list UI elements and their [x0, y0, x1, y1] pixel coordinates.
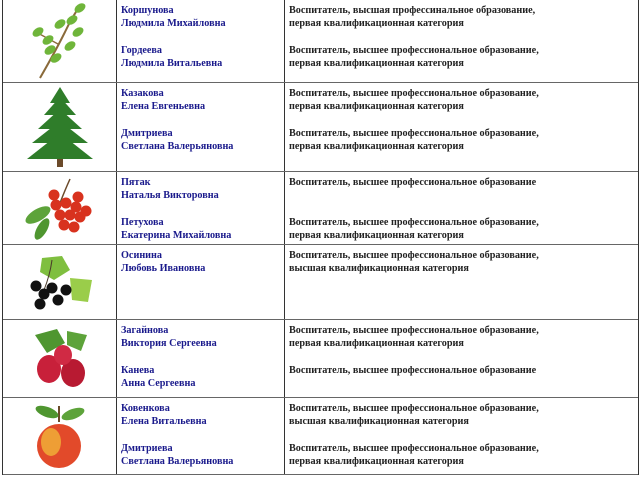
picture-cell	[3, 398, 117, 474]
description-cell	[285, 172, 638, 244]
surname: Дмитриева	[121, 128, 173, 139]
qualification: высшая квалификационная категория	[289, 416, 469, 427]
qualification: первая квалификационная категория	[289, 101, 464, 112]
staff-description	[289, 44, 539, 70]
staff-description	[289, 87, 539, 113]
staff-description	[289, 442, 539, 468]
names-cell	[117, 83, 285, 171]
position-education: Воспитатель, высшая профессинальное образование,	[289, 5, 536, 16]
staff-name	[121, 44, 222, 70]
names-cell	[117, 398, 285, 474]
surname: Дмитриева	[121, 443, 173, 454]
surname: Казакова	[121, 88, 164, 99]
position-education: Воспитатель, высшее профессиональное образование,	[289, 217, 539, 228]
table-row	[3, 83, 638, 172]
position-education: Воспитатель, высшее профессиональное образование,	[289, 443, 539, 454]
position-education: Воспитатель, высшее профессиональное образование,	[289, 45, 539, 56]
qualification: первая квалификационная категория	[289, 58, 464, 69]
first-patronymic: Наталья Викторовна	[121, 190, 219, 201]
picture-cell	[3, 83, 117, 171]
first-patronymic: Екатерина Михайловна	[121, 230, 232, 241]
names-cell	[117, 0, 285, 82]
staff-name	[121, 324, 217, 350]
staff-description	[289, 402, 539, 428]
staff-description	[289, 364, 536, 377]
staff-name	[121, 127, 233, 153]
first-patronymic: Елена Витальевна	[121, 416, 207, 427]
picture-cell	[3, 0, 117, 82]
first-patronymic: Любовь Ивановна	[121, 263, 206, 274]
qualification: первая квалификационная категория	[289, 141, 464, 152]
staff-description	[289, 4, 535, 30]
description-cell	[285, 245, 638, 319]
qualification: высшая квалификационная категория	[289, 263, 469, 274]
qualification: первая квалификационная категория	[289, 338, 464, 349]
table-row	[3, 172, 638, 245]
description-cell	[285, 320, 638, 397]
surname: Ковенкова	[121, 403, 170, 414]
position-education: Воспитатель, высшее профессиональное образование	[289, 177, 537, 188]
surname: Пятак	[121, 177, 151, 188]
staff-name	[121, 402, 207, 428]
position-education: Воспитатель, высшее профессиональное образование,	[289, 88, 539, 99]
staff-description	[289, 176, 536, 189]
position-education: Воспитатель, высшее профессиональное образование,	[289, 325, 539, 336]
staff-description	[289, 216, 539, 242]
staff-name	[121, 442, 233, 468]
picture-cell	[3, 172, 117, 244]
first-patronymic: Елена Евгеньевна	[121, 101, 206, 112]
staff-name	[121, 216, 231, 242]
table-row	[3, 398, 638, 475]
surname: Петухова	[121, 217, 164, 228]
staff-description	[289, 324, 539, 350]
names-cell	[117, 172, 285, 244]
qualification: первая квалификационная категория	[289, 230, 464, 241]
qualification: первая квалификационная категория	[289, 456, 464, 467]
position-education: Воспитатель, высшее профессиональное образование	[289, 365, 537, 376]
staff-name	[121, 364, 195, 390]
first-patronymic: Светлана Валерьяновна	[121, 141, 234, 152]
position-education: Воспитатель, высшее профессиональное образование,	[289, 403, 539, 414]
first-patronymic: Светлана Валерьяновна	[121, 456, 234, 467]
position-education: Воспитатель, высшее профессиональное образование,	[289, 128, 539, 139]
surname: Гордеева	[121, 45, 163, 56]
first-patronymic: Виктория Сергеевна	[121, 338, 217, 349]
staff-name	[121, 87, 205, 113]
picture-cell	[3, 320, 117, 397]
description-cell	[285, 83, 638, 171]
table-row	[3, 245, 638, 320]
names-cell	[117, 320, 285, 397]
first-patronymic: Людмила Витальевна	[121, 58, 223, 69]
staff-description	[289, 249, 539, 275]
qualification: первая квалификационная категория	[289, 18, 464, 29]
surname: Осинина	[121, 250, 163, 261]
description-cell	[285, 398, 638, 474]
first-patronymic: Анна Сергеевна	[121, 378, 196, 389]
surname: Загайнова	[121, 325, 169, 336]
staff-name	[121, 249, 205, 275]
position-education: Воспитатель, высшее профессиональное образование,	[289, 250, 539, 261]
table-row	[3, 320, 638, 398]
staff-name	[121, 176, 219, 202]
surname: Канева	[121, 365, 155, 376]
first-patronymic: Людмила Михайловна	[121, 18, 226, 29]
surname: Коршунова	[121, 5, 174, 16]
staff-description	[289, 127, 539, 153]
picture-cell	[3, 245, 117, 319]
table-row	[3, 0, 638, 83]
staff-table	[2, 0, 639, 475]
description-cell	[285, 0, 638, 82]
names-cell	[117, 245, 285, 319]
staff-name	[121, 4, 226, 30]
